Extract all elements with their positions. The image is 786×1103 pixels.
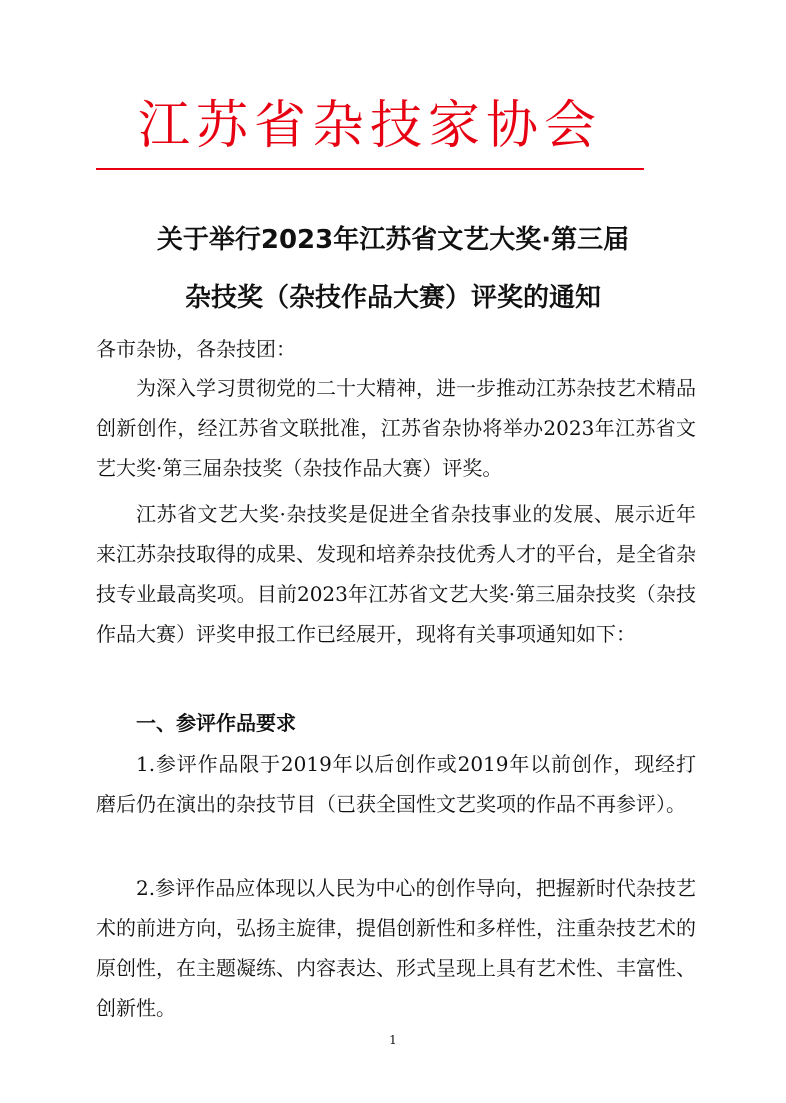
requirement-item-2: 2.参评作品应体现以人民为中心的创作导向，把握新时代杂技艺术的前进方向，弘扬主旋律，提倡创新性和多样性，注重杂技艺术的原创性，在主题凝练、内容表达、形式呈现上具有艺术性、丰富性、创新性。 bbox=[96, 876, 696, 1020]
requirement-item-1: 1.参评作品限于2019年以后创作或2019年以前创作，现经打磨后仍在演出的杂技节目（已获全国性文艺奖项的作品不再参评）。 bbox=[96, 752, 696, 816]
letterhead-org-name: 江苏省杂技家协会 bbox=[137, 96, 602, 156]
page-number: 1 bbox=[389, 1033, 397, 1047]
document-title-line1: 关于举行2023年江苏省文艺大奖·第三届 bbox=[156, 225, 630, 255]
document-title-line2: 杂技奖（杂技作品大赛）评奖的通知 bbox=[184, 283, 601, 313]
section-heading-requirements: 一、参评作品要求 bbox=[136, 711, 296, 735]
paragraph-intro: 为深入学习贯彻党的二十大精神，进一步推动江苏杂技艺术精品创新创作，经江苏省文联批准，江苏省杂协将举办2023年江苏省文艺大奖·第三届杂技奖（杂技作品大赛）评奖。 bbox=[96, 376, 696, 480]
paragraph-background: 江苏省文艺大奖·杂技奖是促进全省杂技事业的发展、展示近年来江苏杂技取得的成果、发现和培养杂技优秀人才的平台，是全省杂技专业最高奖项。目前2023年江苏省文艺大奖·第三届杂技奖（杂技作品大赛）评奖申报工作已经展开，现将有关事项通知如下： bbox=[96, 502, 696, 646]
salutation: 各市杂协，各杂技团： bbox=[96, 337, 296, 361]
letterhead-rule bbox=[96, 168, 644, 170]
